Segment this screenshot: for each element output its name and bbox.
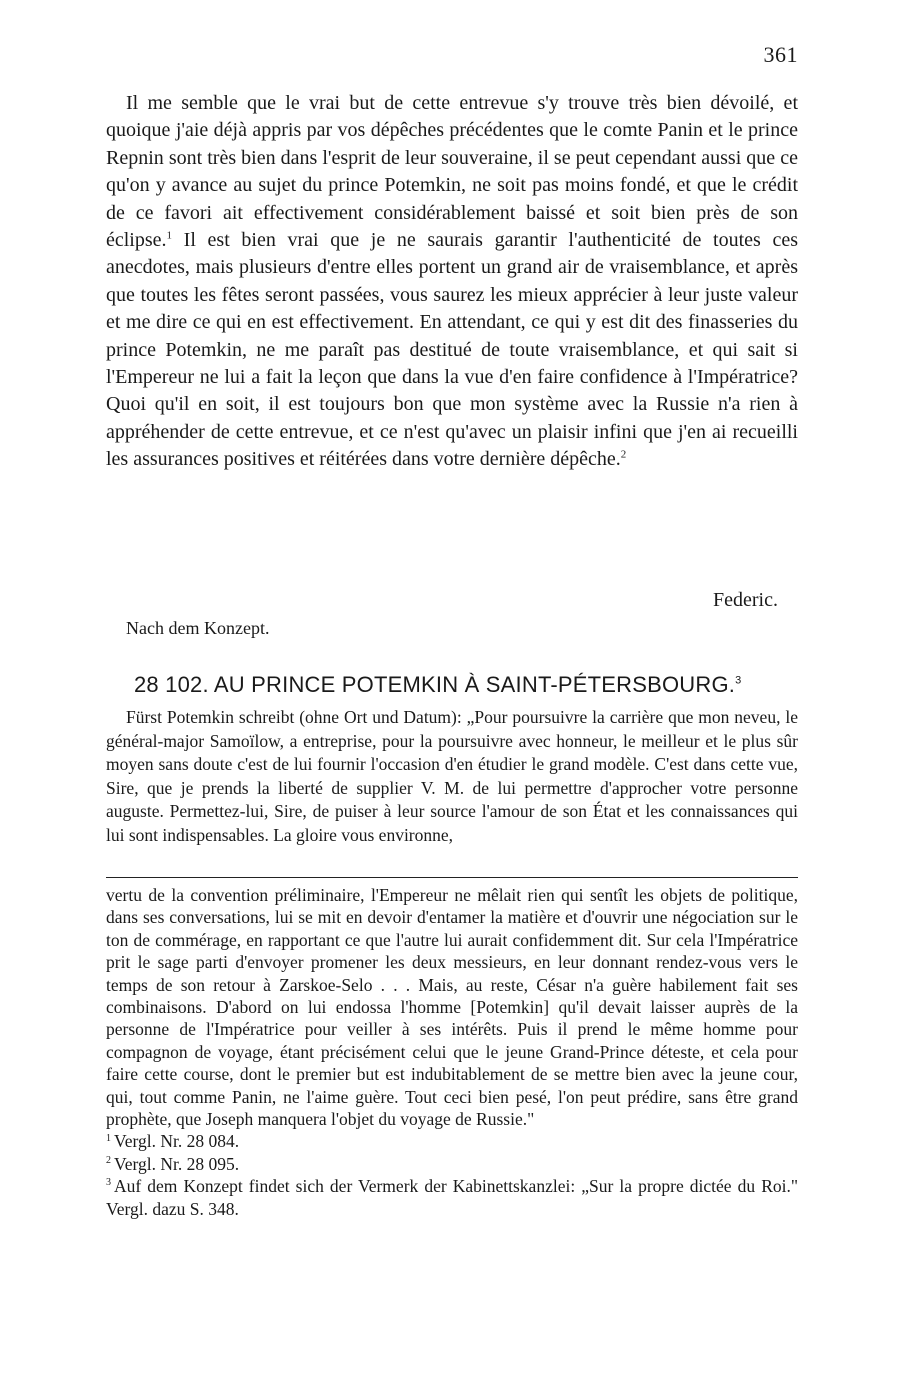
footnote-list (106, 1130, 798, 1220)
footnote-ref-3: 3 (735, 674, 742, 687)
footnote-text: Vergl. Nr. 28 095. (114, 1153, 240, 1174)
footnote-divider (106, 877, 798, 878)
page-number: 361 (763, 42, 798, 67)
letter-paragraph (106, 90, 798, 474)
footnote-ref-1: 1 (166, 229, 173, 242)
footnote-text: Auf dem Konzept findet sich der Vermerk der Kabinettskanzlei: „Sur la propre dictée du Roi." Vergl. dazu S. 348. (106, 1176, 798, 1219)
document-heading (134, 672, 814, 698)
footnote-number: 2 (106, 1155, 111, 1167)
letter-body (106, 90, 798, 474)
document-heading-text: 28 102. AU PRINCE POTEMKIN À SAINT-PÉTERSBOURG. (134, 672, 736, 697)
document-body (106, 706, 798, 848)
letter-text-part-2: Il est bien vrai que je ne saurais garantir l'authenticité de toutes ces anecdotes, mais plusieurs d'entre elles portent un grand air de vraisemblance, et après que toutes les fêtes seront passées, vous saurez les mieux apprécier à leur juste valeur et me dire ce qui en est effectivement. En attendant, ce qui y est dit des finasseries du prince Potemkin, ne me paraît pas destitué de toute vraisemblance, et qui sait si l'Empereur ne lui a fait la leçon que dans la vue d'en faire confidence à l'Impératrice? Quoi qu'il en soit, il est toujours bon que mon système avec la Russie n'a rien à appréhender de cette entrevue, et ce n'est qu'avec un plaisir infini que j'en ai recueilli les assurances positives et réitérées dans votre dernière dépêche. (106, 229, 798, 471)
footnote-2 (106, 1153, 798, 1175)
footnote-ref-2: 2 (620, 448, 627, 461)
footnote-1 (106, 1130, 798, 1152)
footnote-number: 3 (106, 1177, 111, 1189)
footnote-text: Vergl. Nr. 28 084. (114, 1131, 240, 1152)
footnote-3 (106, 1175, 798, 1220)
source-note: Nach dem Konzept. (126, 618, 270, 638)
letter-text-part-1: Il me semble que le vrai but de cette entrevue s'y trouve très bien dévoilé, et quoique j'aie déjà appris par vos dépêches précédentes que le comte Panin et le prince Repnin sont très bien dans l'esprit de leur souveraine, il se peut cependant aussi que ce qu'on y avance au sujet du prince Potemkin, ne soit pas moins fondé, et que le crédit de ce favori ait effectivement considérablement baissé et soit bien près de son éclipse. (106, 92, 798, 252)
signature: Federic. (713, 589, 778, 611)
footnotes (106, 884, 798, 1220)
footnote-number: 1 (106, 1132, 111, 1144)
document-paragraph: Fürst Potemkin schreibt (ohne Ort und Datum): „Pour poursuivre la carrière que mon neveu, le général-major Samoïlow, a entreprise, pour la poursuivre avec honneur, le meilleur et le plus sûr moyen sans doute c'est de lui fournir l'occasion d'en étudier le grand modèle. C'est dans cette vue, Sire, que je prends la liberté de supplier V. M. de lui permettre d'approcher votre personne auguste. Permettez-lui, Sire, de puiser à leur source l'amour de son État et les connaissances qui lui sont indispensables. La gloire vous environne, (106, 707, 798, 845)
footnote-continuation: vertu de la convention préliminaire, l'Empereur ne mêlait rien qui sentît les objets de politique, dans ses conversations, lui se mit en devoir d'entamer la matière et d'ouvrir une négociation sur le ton de commérage, en rapportant ce que l'autre lui aurait confidemment dit. Sur cela l'Impératrice prit le sage parti d'envoyer promener les deux messieurs, en leur donnant rendez-vous vers le temps de son retour à Zarskoe-Selo . . . Mais, au reste, César n'a guère habilement fait ses combinaisons. D'abord on lui endossa l'homme [Potemkin] qu'il devait laisser auprès de la personne de l'Impératrice pour veiller à ses intérêts. Puis il prend le même homme pour compagnon de voyage, étant précisément celui que le jeune Grand-Prince déteste, et cela pour faire cette course, dont le premier but est indubitablement de se mettre bien avec la jeune cour, qui, tout comme Panin, ne l'aime guère. Tout ceci bien pesé, l'on peut prédire, sans être grand prophète, que Joseph manquera l'objet du voyage de Russie." (106, 885, 798, 1130)
